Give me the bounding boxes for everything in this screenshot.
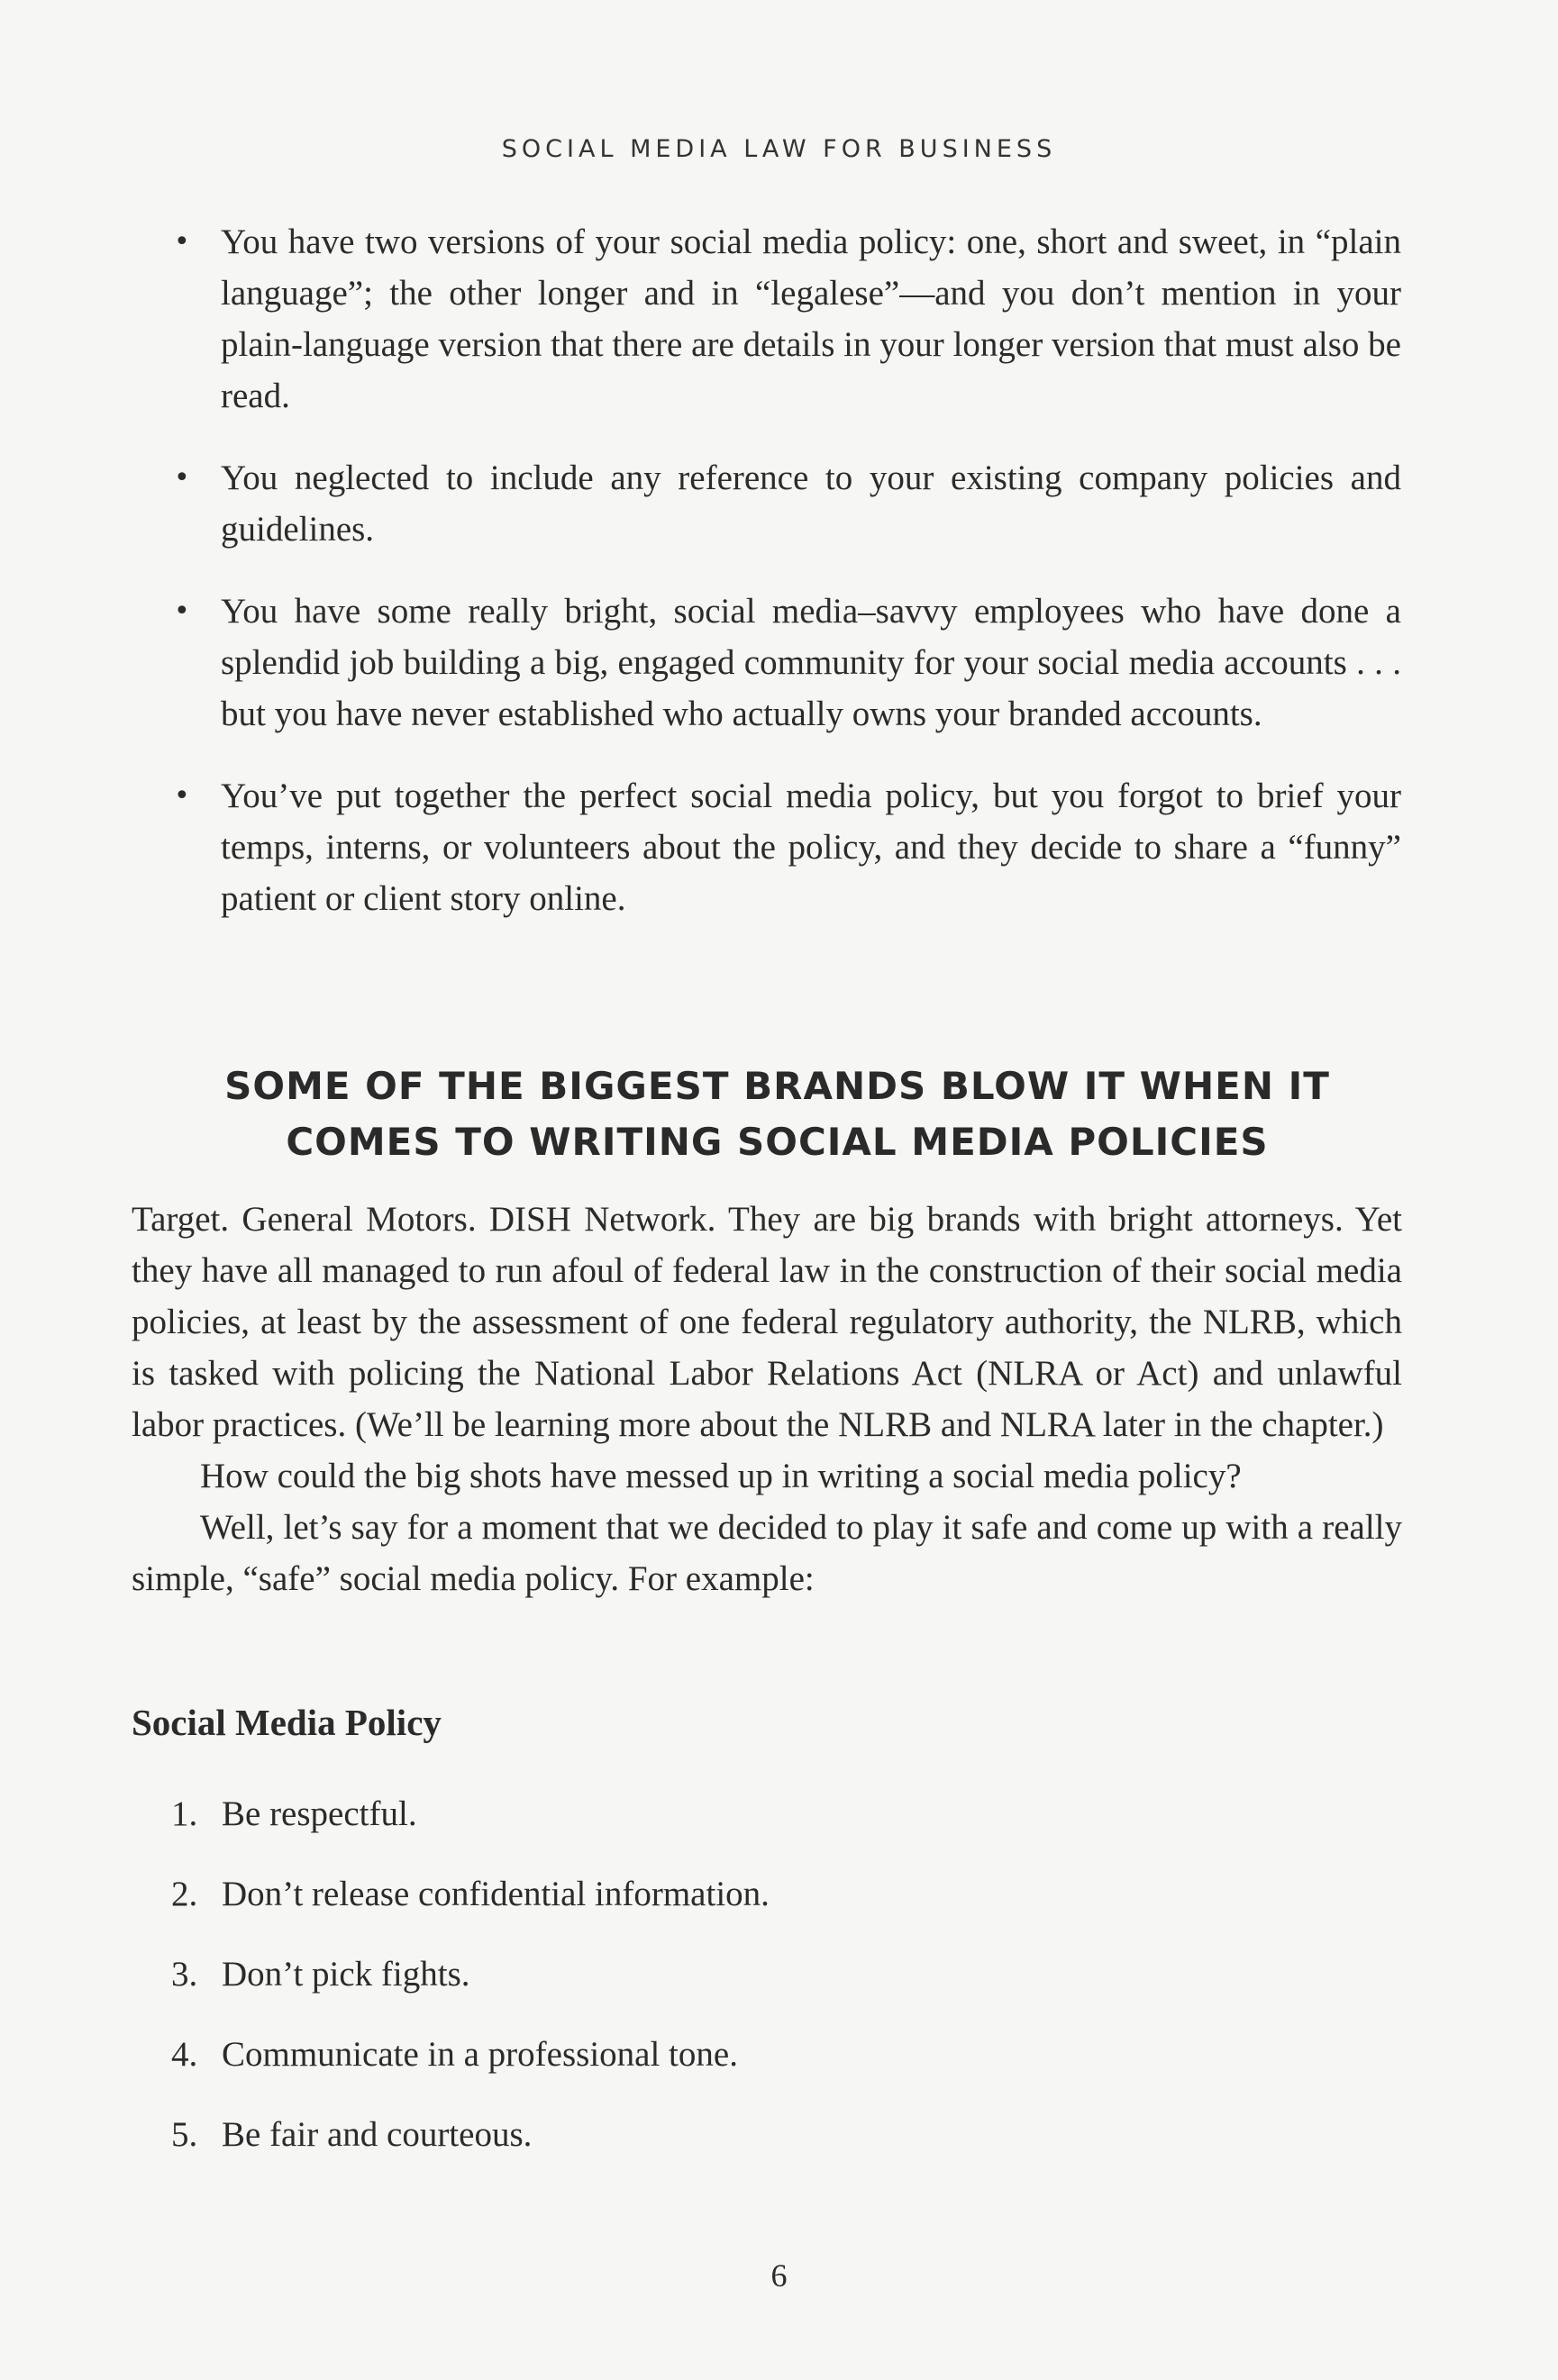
section-heading [135, 1058, 1419, 1170]
bullet-marker: • [174, 462, 190, 494]
bullet-item [174, 452, 1401, 555]
policy-list [171, 1788, 1253, 2189]
bullet-marker: • [174, 595, 190, 627]
running-header: SOCIAL MEDIA LAW FOR BUSINESS [501, 135, 1057, 163]
section-heading-line: COMES TO WRITING SOCIAL MEDIA POLICIES [286, 1120, 1269, 1164]
policy-item [171, 1868, 1253, 1920]
policy-item-text: Communicate in a professional tone. [222, 2035, 738, 2074]
policy-item [171, 2029, 1253, 2080]
policy-item-number: 5. [171, 2115, 198, 2154]
policy-item [171, 2109, 1253, 2160]
policy-item-number: 2. [171, 1875, 198, 1913]
section-heading-line: SOME OF THE BIGGEST BRANDS BLOW IT WHEN IT [224, 1064, 1330, 1108]
policy-item [171, 1949, 1253, 2000]
bullet-item [174, 216, 1401, 422]
bullet-item [174, 586, 1401, 740]
bullet-text: You have two versions of your social media policy: one, short and sweet, in “plain language”; the other longer and in “legalese”—and you don’t mention in your plain-language version that there are details in your longer version that must also be read. [221, 223, 1401, 415]
body-text [132, 1194, 1402, 1604]
policy-item-text: Be respectful. [222, 1794, 417, 1833]
page-number: 6 [770, 2257, 788, 2294]
bullet-marker: • [174, 780, 190, 812]
paragraph: How could the big shots have messed up in writing a social media policy? [200, 1457, 1242, 1495]
bullet-marker: • [174, 226, 190, 258]
policy-item-number: 3. [171, 1955, 198, 1994]
policy-item [171, 1788, 1253, 1840]
policy-item-text: Don’t pick fights. [222, 1955, 470, 1994]
policy-item-text: Be fair and courteous. [222, 2115, 533, 2154]
paragraph: Target. General Motors. DISH Network. They are big brands with bright attorneys. Yet they have all managed to run afoul of federal law in the construction of their social media policies, at least by the assessment of one federal regulatory authority, the NLRB, which is tasked with policing the National Labor Relations Act (NLRA or Act) and unlawful labor practices. (We’ll be learning more about the NLRB and NLRA later in the chapter.) [132, 1200, 1402, 1444]
policy-item-text: Don’t release confidential information. [222, 1875, 770, 1913]
bullet-text: You neglected to include any reference to your existing company policies and guidelines. [221, 459, 1401, 549]
policy-item-number: 1. [171, 1794, 198, 1833]
paragraph: Well, let’s say for a moment that we decided to play it safe and come up with a really simple, “safe” social media policy. For example: [132, 1508, 1402, 1598]
bullet-list [174, 216, 1401, 955]
bullet-text: You have some really bright, social media–savvy employees who have done a splendid job building a big, engaged community for your social media accounts . . . but you have never established who actually owns your branded accounts. [221, 592, 1401, 733]
bullet-item [174, 770, 1401, 924]
policy-title: Social Media Policy [132, 1702, 442, 1743]
policy-item-number: 4. [171, 2035, 198, 2074]
bullet-text: You’ve put together the perfect social media policy, but you forgot to brief your temps, interns, or volunteers about the policy, and they decide to share a “funny” patient or client story online. [221, 777, 1401, 918]
